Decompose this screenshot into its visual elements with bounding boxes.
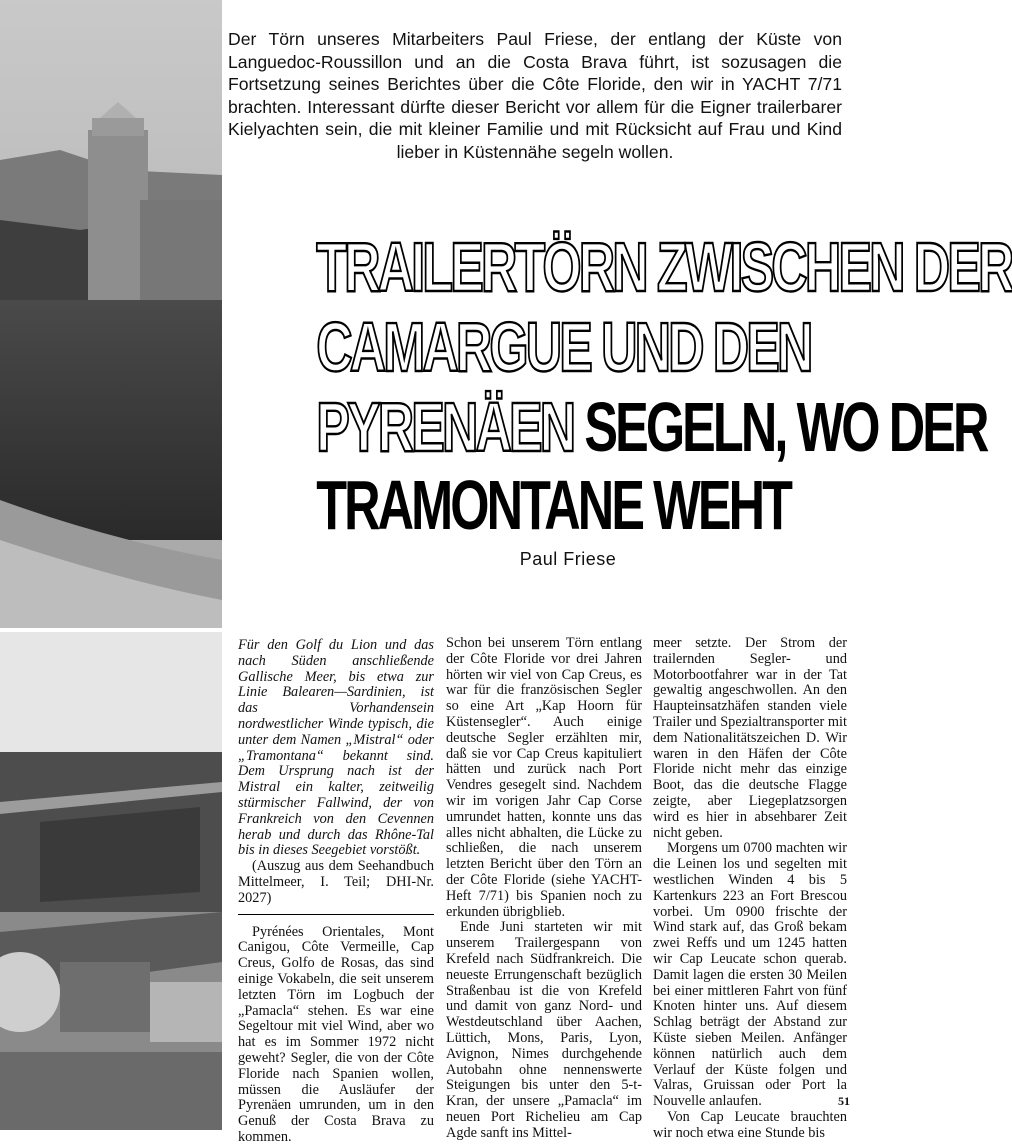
page-number: 51	[838, 1094, 850, 1108]
sidebar-note-source: (Auszug aus dem Seehandbuch Mittelmeer, I. Teil; DHI-Nr. 2027)	[238, 858, 434, 906]
photo-coastal-tower	[0, 0, 222, 628]
article-column-2	[446, 636, 642, 1142]
headline-line-3	[316, 388, 987, 466]
headline-line-2: CAMARGUE UND DEN	[316, 308, 811, 386]
column-3-paragraph-2: Morgens um 0700 machten wir die Leinen los und segelten mit westlichen Winden 4 bis 5 Kartenkurs 223 an Fort Brescou vorbei. Um 0900 frischte der Wind stark auf, das Groß bekam zwei Reffs und um 1245 hatten wir Cap Leucate schon querab. Damit lagen die ersten 30 Meilen bei einer mittleren Fahrt von fünf Knoten hinter uns. Auf diesem Schlag beträgt der Abstand zur Küste sieben Meilen. Anfänger können natürlich auch dem Verlauf der Küste folgen und Valras, Gruissan oder Port la Nouvelle anlaufen.	[653, 840, 847, 1110]
author-byline: Paul Friese	[519, 549, 617, 569]
intro-paragraph: Der Törn unseres Mitarbeiters Paul Friese, der entlang der Küste von Languedoc-Roussillon und an die Costa Brava führt, ist sozusagen die Fortsetzung seines Berichtes über die Côte Floride, den wir in YACHT 7/71 brachten. Interessant dürfte dieser Bericht vor allem für die Eigner trailerbarer Kielyachten sein, die mit kleiner Familie und mit Rücksicht auf Frau und Kind lieber in Küstennähe segeln wollen.	[228, 29, 842, 162]
subtitle-part-2: TRAMONTANE WEHT	[316, 466, 791, 544]
column-2-paragraph-1: Schon bei unserem Törn entlang der Côte Floride vor drei Jahren hörten wir viel von Cap Creus, es war für die französischen Segler so eine Art „Kap Hoorn für Küstensegler“. Auch einige deutsche Segler erzählten mir, daß sie vor Cap Creus kapituliert hätten und zurück nach Port Vendres gesegelt sind. Nachdem wir im vorigen Jahr Cap Corse umrundet hatten, konnte uns das alles nicht abhalten, die Lücke zu schließen, die nach unserem letzten Bericht über den Törn an der Côte Floride (siehe YACHT-Heft 7/71) bis Spanien noch zu erkunden übrigblieb.	[446, 635, 642, 920]
column-1-body: Pyrénées Orientales, Mont Canigou, Côte Vermeille, Cap Creus, Golfo de Rosas, das sind einige Vokabeln, die seit unserem letzten Törn im Logbuch der „Pamacla“ stehen. Es war eine Segeltour mit viel Wind, aber wo hat es im Sommer 1972 nicht geweht? Segler, die von der Côte Floride nach Spanien wollen, müssen die Ausläufer der Pyrenäen umrunden, um in den Genuß der Costa Brava zu kommen.	[238, 923, 434, 1145]
headline-line-1: TRAILERTÖRN ZWISCHEN DER	[316, 228, 1012, 306]
subtitle-part-1: SEGELN, WO DER	[584, 388, 987, 466]
column-divider	[238, 914, 434, 915]
column-3-paragraph-3: Von Cap Leucate brauchten wir noch etwa eine Stunde bis	[653, 1108, 847, 1141]
harbour-aerial-image	[0, 632, 222, 1130]
column-3-paragraph-1: meer setzte. Der Strom der trailernden Segler- und Motorbootfahrer war in der Tat gewaltig angeschwollen. An den Haupteinsatzhäfen standen viele Trailer und Spezialtransporter mit dem Nationalitätszeichen D. Wir waren in den Häfen der Côte Floride nicht mehr das einzige Boot, das die deutsche Flagge zeigte, aber Liegeplatzsorgen wird es hier in absehbarer Zeit nicht geben.	[653, 635, 847, 841]
article-column-3	[653, 636, 847, 1142]
article-column-1	[238, 638, 434, 1146]
coastal-tower-image	[0, 0, 222, 628]
column-2-paragraph-2: Ende Juni starteten wir mit unserem Trailergespann von Krefeld nach Südfrankreich. Die neueste Errungenschaft bezüglich Straßenbau ist die von Krefeld und damit von ganz Nord- und Westdeutschland über Aachen, Lüttich, Mons, Paris, Lyon, Avignon, Nimes durchgehende Autobahn ohne nennenswerte Steigungen bis unter den 5-t-Kran, der unsere „Pamacla“ im neuen Port Richelieu am Cap Agde sanft ins Mittel-	[446, 919, 642, 1141]
sidebar-note: Für den Golf du Lion und das nach Süden anschließende Gallische Meer, bis etwa zur Linie Balearen—Sardinien, ist das Vorhandensein nordwestlicher Winde typisch, die unter dem Namen „Mistral“ oder „Tramontana“ bekannt sind. Dem Ursprung nach ist der Mistral ein kalter, zeitweilig stürmischer Fallwind, der von Frankreich von den Cevennen herab und durch das Rhône-Tal bis in dieses Seegebiet vorstößt.	[238, 637, 434, 859]
headline-line-3-outline: PYRENÄEN	[316, 388, 574, 466]
photo-harbour-aerial	[0, 632, 222, 1130]
